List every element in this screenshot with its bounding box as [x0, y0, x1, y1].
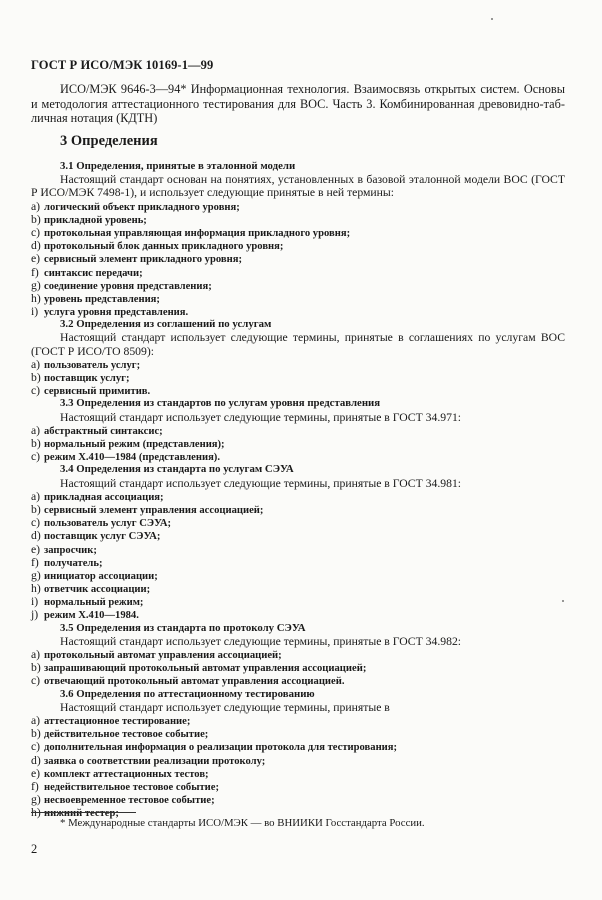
- list-marker: f): [31, 265, 39, 279]
- list-item: [31, 279, 565, 292]
- list-item: [31, 529, 565, 542]
- list-marker: d): [31, 529, 41, 543]
- footnote: * Международные стандарты ИСО/МЭК — во ВНИИКИ Госстандарта России.: [60, 817, 425, 829]
- term-text: запрашивающий протокольный автомат управления ассоциацией;: [44, 663, 367, 675]
- list-marker: c): [31, 450, 41, 464]
- list-marker: b): [31, 371, 41, 385]
- list-marker: c): [31, 516, 41, 530]
- list-item: [31, 648, 565, 661]
- term-text: получатель;: [44, 557, 103, 569]
- list-item: [31, 266, 565, 279]
- list-item: [31, 239, 565, 252]
- list-marker: h): [31, 582, 41, 596]
- list-marker: a): [31, 648, 41, 662]
- term-text: сервисный примитив.: [44, 386, 151, 398]
- list-item: [31, 226, 565, 239]
- list-marker: b): [31, 212, 41, 226]
- page-number: 2: [31, 842, 38, 856]
- term-text: протокольная управляющая информация прикладного уровня;: [44, 227, 351, 239]
- list-item: [31, 358, 565, 371]
- term-text: сервисный элемент прикладного уровня;: [44, 254, 242, 266]
- term-text: прикладная ассоциация;: [44, 491, 164, 503]
- list-item: [31, 608, 565, 621]
- list-marker: d): [31, 753, 41, 767]
- term-text: нижний тестер;: [44, 808, 119, 820]
- term-text: инициатор ассоциации;: [44, 570, 158, 582]
- list-item: [31, 740, 565, 753]
- subsection-heading: 3.6 Определения по аттестационному тестированию: [60, 687, 315, 700]
- list-item: [31, 714, 565, 727]
- list-item: [31, 305, 565, 318]
- term-text: пользователь услуг СЭУА;: [44, 518, 172, 530]
- list-marker: a): [31, 489, 41, 503]
- term-text: действительное тестовое событие;: [44, 729, 209, 741]
- term-text: режим Х.410—1984 (представления).: [44, 452, 220, 464]
- list-marker: a): [31, 714, 41, 727]
- list-marker: a): [31, 357, 41, 371]
- subsection-heading: 3.2 Определения из соглашений по услугам: [60, 318, 272, 331]
- term-text: протокольный блок данных прикладного уровня;: [44, 241, 284, 253]
- list-item: [31, 371, 565, 384]
- term-text: сервисный элемент управления ассоциацией;: [44, 504, 264, 516]
- list-item: [31, 292, 565, 305]
- list-marker: c): [31, 674, 41, 688]
- list-item: [31, 437, 565, 450]
- list-marker: j): [31, 608, 39, 622]
- list-item: [31, 767, 565, 780]
- list-marker: f): [31, 555, 39, 569]
- list-marker: d): [31, 239, 41, 253]
- list-marker: e): [31, 766, 41, 780]
- subsection-heading: 3.5 Определения из стандарта по протоколу СЭУА: [60, 621, 306, 634]
- subsection-heading: 3.1 Определения, принятые в эталонной модели: [60, 160, 296, 172]
- term-text: отвечающий протокольный автомат управления ассоциацией.: [44, 676, 345, 688]
- list-item: [31, 490, 565, 503]
- document-header: ГОСТ Р ИСО/МЭК 10169-1—99: [31, 58, 214, 72]
- list-item: [31, 424, 565, 437]
- list-item: [31, 200, 565, 213]
- reference-entry: ИСО/МЭК 9646-3—94* Информационная технология. Взаимосвязь открытых систем. Основы и методология аттестационного тестирования для ВОС. Часть 3. Комбинированная древовидно-таб-личная нотация (КДТН): [31, 82, 565, 125]
- term-text: поставщик услуг СЭУА;: [44, 531, 161, 543]
- list-item: [31, 384, 565, 397]
- subsection-intro: Настоящий стандарт использует следующие термины, принятые в: [60, 700, 390, 714]
- term-text: режим Х.410—1984.: [44, 610, 139, 622]
- list-item: [31, 252, 565, 265]
- term-text: поставщик услуг;: [44, 373, 130, 385]
- term-text: услуга уровня представления.: [44, 307, 189, 319]
- term-text: синтаксис передачи;: [44, 267, 143, 279]
- term-text: абстрактный синтаксис;: [44, 425, 163, 437]
- list-item: [31, 516, 565, 529]
- list-marker: i): [31, 305, 39, 319]
- subsection-intro: Настоящий стандарт использует следующие термины, принятые в соглашениях по услугам ВОС (ГОСТ Р ИСО/ТО 8509):: [31, 331, 565, 358]
- list-item: [31, 754, 565, 767]
- term-text: пользователь услуг;: [44, 359, 141, 371]
- term-text: аттестационное тестирование;: [44, 716, 191, 727]
- subsection-intro: Настоящий стандарт использует следующие термины, принятые в ГОСТ 34.971:: [60, 410, 462, 424]
- list-item: [31, 213, 565, 226]
- list-marker: b): [31, 437, 41, 451]
- list-item: [31, 503, 565, 516]
- list-marker: h): [31, 806, 41, 820]
- subsection-intro: Настоящий стандарт основан на понятиях, установленных в базовой эталонной модели ВОС (ГОСТ Р ИСО/МЭК 7498-1), и использует следующие принятые в ней термины:: [31, 173, 565, 200]
- term-text: нормальный режим;: [44, 597, 144, 609]
- list-marker: b): [31, 502, 41, 516]
- list-marker: b): [31, 661, 41, 675]
- scan-speck: [562, 600, 564, 602]
- list-item: [31, 582, 565, 595]
- list-marker: a): [31, 423, 41, 437]
- list-marker: e): [31, 252, 41, 266]
- term-text: нормальный режим (представления);: [44, 439, 225, 451]
- list-marker: b): [31, 727, 41, 741]
- term-text: комплект аттестационных тестов;: [44, 768, 209, 780]
- term-text: протокольный автомат управления ассоциацией;: [44, 650, 282, 662]
- term-text: несвоевременное тестовое событие;: [44, 795, 215, 807]
- subsection-intro: Настоящий стандарт использует следующие термины, принятые в ГОСТ 34.981:: [60, 476, 462, 490]
- term-text: заявка о соответствии реализации протоколу;: [44, 755, 266, 767]
- section-title: 3 Определения: [60, 133, 158, 149]
- term-text: уровень представления;: [44, 293, 160, 305]
- list-marker: g): [31, 278, 41, 292]
- term-text: запросчик;: [44, 544, 97, 556]
- term-text: дополнительная информация о реализации протокола для тестирования;: [44, 742, 398, 754]
- list-marker: g): [31, 568, 41, 582]
- list-item: [31, 674, 565, 687]
- list-item: [31, 780, 565, 793]
- definitions-body: [31, 160, 565, 820]
- subsection-heading: 3.3 Определения из стандартов по услугам уровня представления: [60, 397, 381, 410]
- term-text: ответчик ассоциации;: [44, 584, 151, 596]
- list-item: [31, 727, 565, 740]
- list-marker: i): [31, 595, 39, 609]
- list-marker: c): [31, 740, 41, 754]
- list-marker: a): [31, 199, 41, 213]
- term-text: прикладной уровень;: [44, 214, 147, 226]
- list-marker: c): [31, 225, 41, 239]
- list-marker: h): [31, 291, 41, 305]
- list-marker: f): [31, 779, 39, 793]
- list-item: [31, 595, 565, 608]
- term-text: логический объект прикладного уровня;: [44, 201, 240, 213]
- list-item: [31, 450, 565, 463]
- list-item: [31, 569, 565, 582]
- subsection-intro: Настоящий стандарт использует следующие термины, принятые в ГОСТ 34.982:: [60, 634, 462, 648]
- list-item: [31, 793, 565, 806]
- list-marker: g): [31, 793, 41, 807]
- term-text: недействительное тестовое событие;: [44, 781, 219, 793]
- list-item: [31, 661, 565, 674]
- term-text: соединение уровня представления;: [44, 280, 212, 292]
- list-item: [31, 543, 565, 556]
- scan-speck: [491, 18, 493, 20]
- list-marker: e): [31, 542, 41, 556]
- footnote-divider: [31, 812, 136, 813]
- subsection-heading: 3.4 Определения из стандарта по услугам СЭУА: [60, 463, 294, 476]
- list-item: [31, 556, 565, 569]
- list-marker: c): [31, 384, 41, 398]
